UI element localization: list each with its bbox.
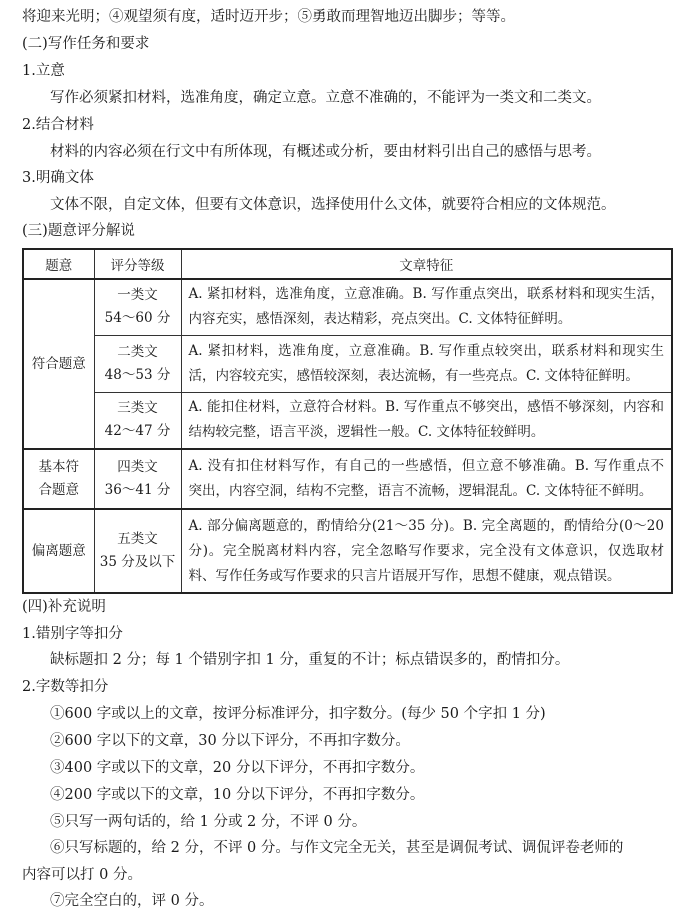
score-range: 42～47 分 bbox=[104, 423, 171, 440]
group-cell: 基本符合题意 bbox=[23, 449, 94, 509]
grade-label: 一类文 bbox=[117, 287, 158, 304]
feature-line: 活，内容较充实，感悟较深刻，表达流畅，有一些亮点。C. 文体特征鲜明。 bbox=[188, 367, 639, 384]
text-line: 内容可以打 0 分。 bbox=[22, 867, 142, 883]
score-range: 54～60 分 bbox=[104, 310, 171, 327]
text-line: ⑥只写标题的，给 2 分，不评 0 分。与作文完全无关，甚至是调侃考试、调侃评卷老师的 bbox=[50, 840, 624, 856]
header-cell: 题意 bbox=[23, 249, 94, 279]
scoring-table bbox=[22, 248, 673, 594]
header-cell: 文章特征 bbox=[181, 249, 672, 279]
table-row bbox=[23, 449, 672, 509]
feature-line: A. 紧扣材料，选准角度，立意准确。B. 写作重点突出，联系材料和现实生活， bbox=[188, 286, 664, 303]
table-row bbox=[23, 392, 672, 449]
subheading: 1.立意 bbox=[22, 63, 65, 79]
feature-cell bbox=[181, 279, 672, 335]
text-line: ①600 字或以上的文章，按评分标准评分，扣字数分。(每少 50 个字扣 1 分) bbox=[50, 706, 546, 722]
subheading: 2.字数等扣分 bbox=[22, 679, 109, 695]
feature-cell bbox=[181, 335, 672, 392]
grade-label: 二类文 bbox=[117, 343, 158, 360]
feature-line: 分)。完全脱离材料内容，完全忽略写作要求，完全没有文体意识，仅选取材 bbox=[188, 542, 664, 559]
group-cell: 符合题意 bbox=[23, 279, 94, 449]
grade-label: 四类文 bbox=[117, 459, 158, 475]
score-range: 35 分及以下 bbox=[99, 554, 176, 570]
subheading: 2.结合材料 bbox=[22, 117, 94, 133]
feature-line: 结构较完整，语言平淡，逻辑性一般。C. 文体特征较鲜明。 bbox=[188, 424, 545, 441]
table-row bbox=[23, 279, 672, 335]
text-line: 写作必须紧扣材料，选准角度，确定立意。立意不准确的，不能评为一类文和二类文。 bbox=[50, 90, 601, 106]
table-row bbox=[23, 509, 672, 593]
subheading: 3.明确文体 bbox=[22, 170, 94, 186]
text-line: ④200 字或以下的文章，10 分以下评分，不再扣字数分。 bbox=[50, 787, 425, 803]
section-heading: (四)补充说明 bbox=[22, 599, 106, 615]
text-line: ②600 字以下的文章，30 分以下评分，不再扣字数分。 bbox=[50, 733, 410, 749]
score-range: 36～41 分 bbox=[104, 482, 171, 498]
feature-cell bbox=[181, 449, 672, 509]
feature-line: 内容充实，感悟深刻，表达精彩，亮点突出。C. 文体特征鲜明。 bbox=[188, 311, 572, 328]
subheading: 1.错别字等扣分 bbox=[22, 626, 123, 642]
text-line: 材料的内容必须在行文中有所体现，有概述或分析，要由材料引出自己的感悟与思考。 bbox=[50, 144, 601, 160]
grade-label: 三类文 bbox=[117, 400, 158, 417]
grade-cell bbox=[94, 392, 181, 449]
table-row bbox=[23, 335, 672, 392]
grade-cell bbox=[94, 449, 181, 509]
group-cell: 偏离题意 bbox=[23, 509, 94, 593]
feature-line: A. 紧扣材料，选准角度，立意准确。B. 写作重点较突出，联系材料和现实生 bbox=[188, 342, 664, 359]
text-line: 缺标题扣 2 分；每 1 个错别字扣 1 分，重复的不计；标点错误多的，酌情扣分。 bbox=[50, 652, 570, 668]
feature-cell bbox=[181, 392, 672, 449]
header-cell: 评分等级 bbox=[94, 249, 181, 279]
text-line: 文体不限，自定文体，但要有文体意识，选择使用什么文体，就要符合相应的文体规范。 bbox=[50, 197, 616, 213]
feature-cell bbox=[181, 509, 672, 593]
grade-cell bbox=[94, 509, 181, 593]
feature-line: A. 部分偏离题意的，酌情给分(21～35 分)。B. 完全离题的，酌情给分(0～20 bbox=[188, 517, 664, 534]
text-line: 将迎来光明；④观望须有度，适时迈开步；⑤勇敢而理智地迈出脚步；等等。 bbox=[22, 9, 515, 25]
section-heading: (三)题意评分解说 bbox=[22, 223, 135, 239]
grade-cell bbox=[94, 335, 181, 392]
feature-line: 突出，内容空洞，结构不完整，语言不流畅，逻辑混乱。C. 文体特征不鲜明。 bbox=[188, 483, 653, 499]
feature-line: 料、写作任务或写作要求的只言片语展开写作，思想不健康，观点错误。 bbox=[188, 567, 621, 584]
text-line: ⑤只写一两句话的，给 1 分或 2 分，不评 0 分。 bbox=[50, 814, 367, 830]
text-line: ③400 字或以下的文章，20 分以下评分，不再扣字数分。 bbox=[50, 760, 425, 776]
section-heading: (二)写作任务和要求 bbox=[22, 36, 150, 52]
feature-line: A. 没有扣住材料写作，有自己的一些感悟，但立意不够准确。B. 写作重点不 bbox=[188, 458, 664, 474]
score-range: 48～53 分 bbox=[104, 366, 171, 383]
grade-cell bbox=[94, 279, 181, 335]
text-line: ⑦完全空白的，评 0 分。 bbox=[50, 893, 214, 909]
feature-line: A. 能扣住材料，立意符合材料。B. 写作重点不够突出，感悟不够深刻，内容和 bbox=[188, 399, 664, 416]
table-header-row bbox=[23, 249, 672, 279]
grade-label: 五类文 bbox=[117, 531, 158, 547]
